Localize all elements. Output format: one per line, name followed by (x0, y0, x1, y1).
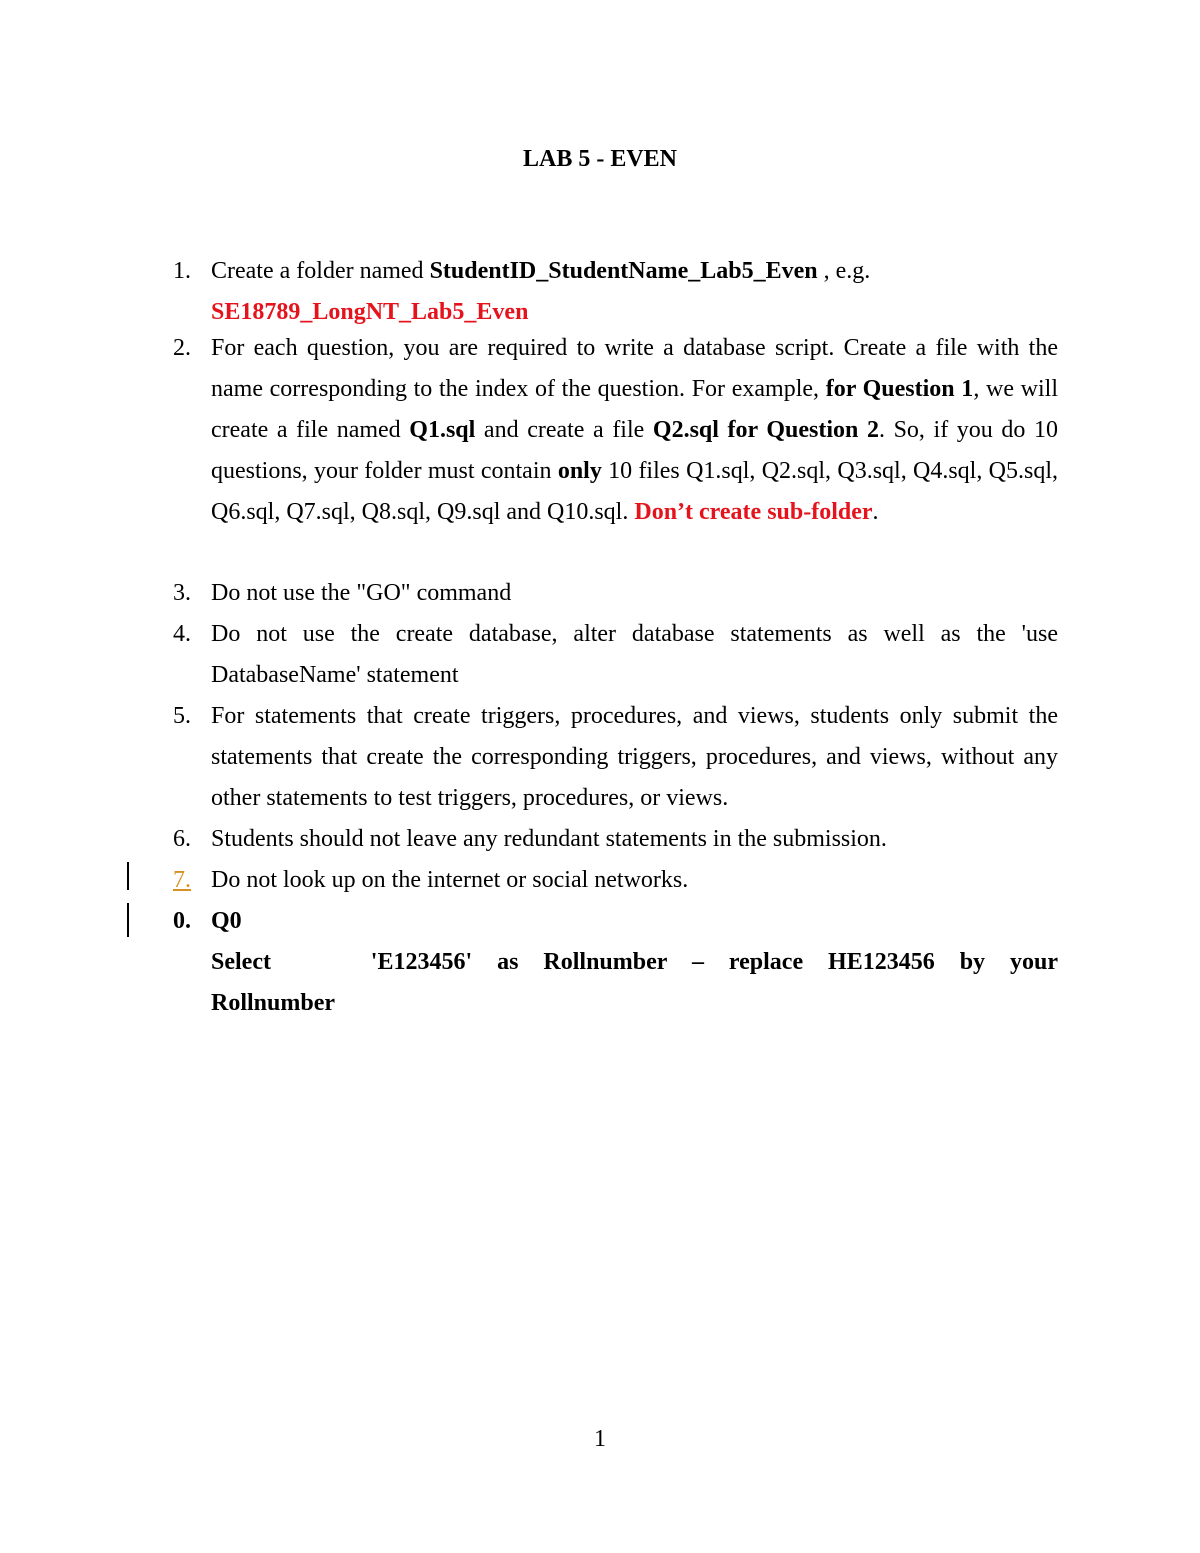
list-number: 0. (173, 908, 191, 934)
list-item-3 (173, 573, 1058, 614)
question-instruction: Select 'E123456' as Rollnumber – replace HE123456 by your (211, 949, 1058, 975)
list-number: 1. (173, 258, 191, 284)
emphasis: Q1.sql (409, 417, 476, 443)
list-item-text: Students should not leave any redundant statements in the submission. (211, 826, 887, 852)
list-number: 6. (173, 826, 191, 852)
folder-name-example: SE18789_LongNT_Lab5_Even (211, 299, 529, 325)
question-instruction-continued: Rollnumber (211, 990, 336, 1016)
list-item-6 (173, 819, 1058, 860)
emphasis: Q2.sql for Question 2 (652, 417, 879, 443)
page-number: 1 (594, 1426, 606, 1452)
list-item-text: Do not look up on the internet or social networks. (211, 867, 689, 893)
list-item-text (211, 251, 1058, 333)
text-run: . So, if you do 10 questions, your folder must contain (211, 417, 1058, 484)
page-title: LAB 5 - EVEN (522, 146, 678, 172)
question-heading: Q0 (211, 908, 242, 934)
emphasis: for Question 1 (825, 376, 974, 402)
text-run: Create a folder named (211, 258, 430, 284)
list-number: 2. (173, 335, 191, 361)
folder-name-pattern: StudentID_StudentName_Lab5_Even (429, 258, 818, 284)
list-item-7 (173, 860, 1058, 901)
warning-text: Don’t create sub-folder (634, 499, 873, 525)
text-run: 10 files Q1.sql, Q2.sql, Q3.sql, Q4.sql, Q5.sql, Q6.sql, Q7.sql, Q8.sql, Q9.sql and Q10.sql. (211, 458, 1058, 525)
list-item-4 (173, 614, 1058, 696)
emphasis: only (557, 458, 602, 484)
text-run: For each question, you are required to write a database script. Create a file with the name corresponding to the index of the question. For example, (211, 335, 1058, 402)
list-number-revised: 7. (173, 867, 191, 893)
list-item-text: Do not use the create database, alter database statements as well as the 'use DatabaseName' statement (211, 621, 1058, 688)
list-item-5 (173, 696, 1058, 819)
text-run: , we will create a file named (211, 376, 1059, 443)
list-item-1 (173, 251, 1058, 333)
list-item-text (211, 328, 1058, 533)
text-run: . (872, 499, 879, 525)
list-item-text: For statements that create triggers, procedures, and views, students only submit the statements that create the corresponding triggers, procedures, and views, without any other statements to test triggers, procedures, or views. (211, 703, 1058, 811)
revision-change-bar (127, 903, 129, 937)
list-number: 3. (173, 580, 191, 606)
list-item-text: Do not use the "GO" command (211, 580, 512, 606)
list-number: 5. (173, 703, 191, 729)
list-item-0 (173, 901, 1058, 1024)
list-item-2 (173, 328, 1058, 574)
list-number: 4. (173, 621, 191, 647)
text-run: , e.g. (817, 258, 871, 284)
text-run: and create a file (475, 417, 653, 443)
revision-change-bar (127, 862, 129, 890)
list-item-text (211, 901, 1058, 1024)
